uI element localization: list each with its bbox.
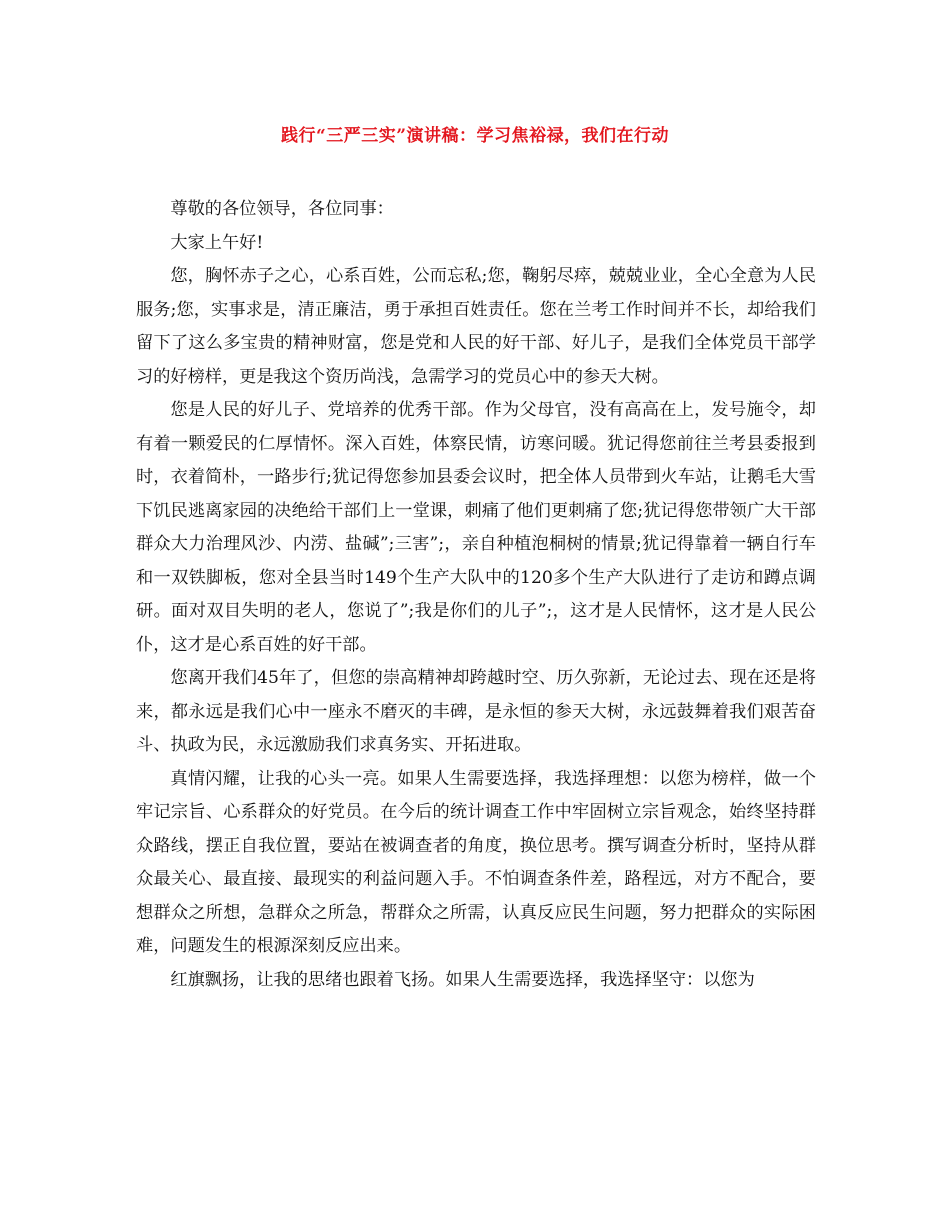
paragraph: 红旗飘扬，让我的思绪也跟着飞扬。如果人生需要选择，我选择坚守：以您为 xyxy=(170,969,755,990)
paragraph: 您是人民的好儿子、党培养的优秀干部。作为父母官，没有高高在上，发号施令，却有着一颗爱民的仁厚情怀。深入百姓，体察民情，访寒问暖。犹记得您前往兰考县委报到时，衣着简朴，一路步行;犹记得您参加县委会议时，把全体人员带到火车站，让鹅毛大雪下饥民逃离家园的决绝给干部们上一堂课，刺痛了他们更刺痛了您;犹记得您带领广大干部群众大力治理风沙、内涝、盐碱”;三害”;，亲自种植泡桐树的情景;犹记得靠着一辆自行车和一双铁脚板，您对全县当时149个生产大队中的120多个生产大队进行了走访和蹲点调研。面对双目失明的老人，您说了”;我是你们的儿子”;，这才是人民情怀，这才是人民公仆，这才是心系百姓的好干部。 xyxy=(136,400,816,655)
paragraph: 您，胸怀赤子之心，心系百姓，公而忘私;您，鞠躬尽瘁，兢兢业业，全心全意为人民服务;您，实事求是，清正廉洁，勇于承担百姓责任。您在兰考工作时间并不长，却给我们留下了这么多宝贵的精神财富，您是党和人民的好干部、好儿子，是我们全体党员干部学习的好榜样，更是我这个资历尚浅，急需学习的党员心中的参天大树。 xyxy=(136,266,816,387)
document-body xyxy=(136,193,816,997)
paragraph-greeting: 大家上午好! xyxy=(170,232,264,253)
paragraph: 真情闪耀，让我的心头一亮。如果人生需要选择，我选择理想：以您为榜样，做一个牢记宗旨、心系群众的好党员。在今后的统计调查工作中牢固树立宗旨观念，始终坚持群众路线，摆正自我位置，要站在被调查者的角度，换位思考。撰写调查分析时，坚持从群众最关心、最直接、最现实的利益问题入手。不怕调查条件差，路程远，对方不配合，要想群众之所想，急群众之所急，帮群众之所需，认真反应民生问题，努力把群众的实际困难，问题发生的根源深刻反应出来。 xyxy=(136,768,816,956)
paragraph: 您离开我们45年了，但您的崇高精神却跨越时空、历久弥新，无论过去、现在还是将来，都永远是我们心中一座永不磨灭的丰碑，是永恒的参天大树，永远鼓舞着我们艰苦奋斗、执政为民，永远激励我们求真务实、开拓进取。 xyxy=(136,668,816,755)
paragraph-salutation: 尊敬的各位领导，各位同事： xyxy=(170,199,394,219)
document-title: 践行“三严三实”演讲稿：学习焦裕禄，我们在行动 xyxy=(280,126,670,146)
